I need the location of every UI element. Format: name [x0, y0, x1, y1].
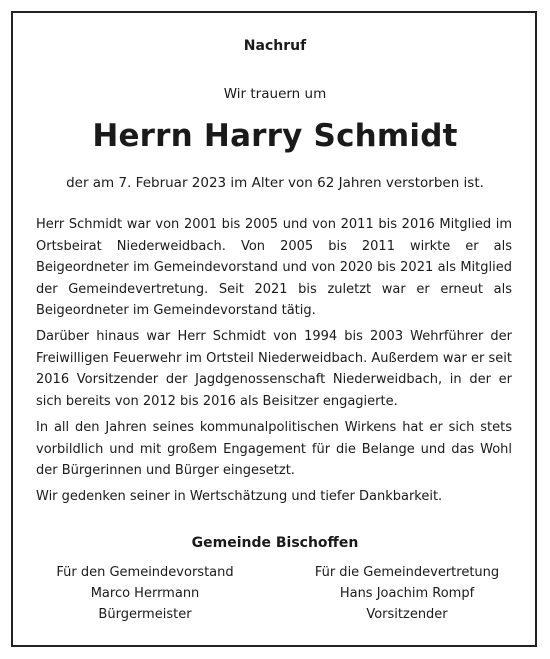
biography-paragraph-1: Herr Schmidt war von 2001 bis 2005 und von 2011 bis 2016 Mitglied im Ortsbeirat Niederweidbach. Von 2005 bis 2011 wirkte er als Beigeordneter im Gemeindevorstand und von 2020 bis 2021 als Mitglied der Gemeindevertretung. Seit 2021 bis zuletzt war er erneut als Beigeordneter im Gemeindevorstand tätig.: [36, 217, 512, 318]
signature-block-left: [25, 562, 265, 625]
deceased-name: Herrn Harry Schmidt: [92, 118, 458, 154]
signatory-role: Für den Gemeindevorstand: [56, 565, 234, 580]
signatory-title: Vorsitzender: [366, 607, 448, 622]
signatory-role: Für die Gemeindevertretung: [314, 565, 500, 580]
obituary-heading: Nachruf: [243, 38, 307, 54]
organization-name: Gemeinde Bischoffen: [191, 535, 359, 551]
signatory-name: Hans Joachim Rompf: [339, 586, 475, 601]
signature-block-right: [287, 562, 527, 625]
signatory-title: Bürgermeister: [98, 607, 192, 622]
death-notice-line: der am 7. Februar 2023 im Alter von 62 Jahren verstorben ist.: [66, 175, 484, 191]
biography-paragraph-2: Darüber hinaus war Herr Schmidt von 1994 bis 2003 Wehrführer der Freiwilligen Feuerwehr im Ortsteil Niederweidbach. Außerdem war er seit 2016 Vorsitzender der Jagdgenossenschaft Niederweidbach, in der er sich bereits von 2012 bis 2016 als Beisitzer engagierte.: [36, 329, 512, 409]
closing-paragraph: Wir gedenken seiner in Wertschätzung und tiefer Dankbarkeit.: [36, 489, 443, 504]
tribute-paragraph: In all den Jahren seines kommunalpolitischen Wirkens hat er sich stets vorbildlich und mit großem Engagement für die Belange und das Wohl der Bürgerinnen und Bürger eingesetzt.: [36, 420, 512, 478]
signatory-name: Marco Herrmann: [90, 586, 200, 601]
intro-line: Wir trauern um: [223, 86, 327, 102]
